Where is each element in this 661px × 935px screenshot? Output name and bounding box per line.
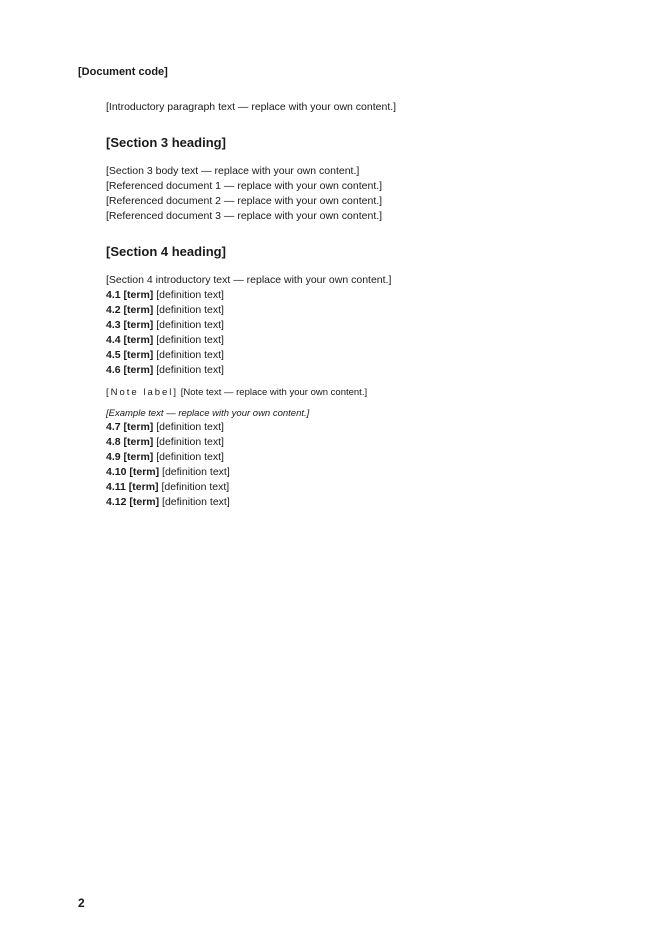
term-definition: [definition text] xyxy=(159,466,230,478)
term-name: [term] xyxy=(123,289,154,301)
term-name: [term] xyxy=(128,481,159,493)
term-name: [term] xyxy=(129,466,160,478)
term-name: [term] xyxy=(129,496,160,508)
term-number: 4.10 xyxy=(106,466,127,478)
term-definition: [definition text] xyxy=(153,319,224,331)
term-number: 4.7 xyxy=(106,421,121,433)
term-definition: [definition text] xyxy=(153,421,224,433)
page-number: 2 xyxy=(78,896,85,910)
term-entry xyxy=(78,450,621,465)
term-number: 4.8 xyxy=(106,436,121,448)
reference-item: [Referenced document 2 — replace with your own content.] xyxy=(106,195,383,207)
term-name: [term] xyxy=(123,421,154,433)
term-number: 4.4 xyxy=(106,334,121,346)
term-definition: [definition text] xyxy=(159,496,230,508)
term-number: 4.1 xyxy=(106,289,121,301)
term-name: [term] xyxy=(123,436,154,448)
term-name: [term] xyxy=(123,451,154,463)
term-definition: [definition text] xyxy=(158,481,230,493)
term-name: [term] xyxy=(123,349,154,361)
section-4-intro: [Section 4 introductory text — replace with your own content.] xyxy=(106,274,392,286)
reference-item: [Referenced document 1 — replace with your own content.] xyxy=(106,180,383,192)
term-number: 4.6 xyxy=(106,364,121,376)
term-number: 4.11 xyxy=(106,481,126,493)
section-4-heading: [Section 4 heading] xyxy=(106,244,226,259)
term-name: [term] xyxy=(123,364,154,376)
term-definition: [definition text] xyxy=(153,334,224,346)
term-definition: [definition text] xyxy=(153,289,224,301)
term-entry xyxy=(78,495,621,510)
section-3-paragraph: [Section 3 body text — replace with your own content.] xyxy=(106,165,360,177)
note-label: [Note label] xyxy=(106,387,179,398)
term-entry xyxy=(78,435,621,450)
term-definition: [definition text] xyxy=(153,304,224,316)
term-entry xyxy=(78,303,621,318)
terms-list xyxy=(78,420,621,510)
term-entry xyxy=(78,465,621,480)
term-number: 4.9 xyxy=(106,451,121,463)
term-entry xyxy=(78,288,621,303)
term-definition: [definition text] xyxy=(153,436,224,448)
term-entry xyxy=(78,420,621,435)
term-definition: [definition text] xyxy=(153,364,224,376)
term-number: 4.2 xyxy=(106,304,121,316)
term-name: [term] xyxy=(123,304,154,316)
note-text: [Note text — replace with your own content.] xyxy=(178,387,368,398)
term-definition: [definition text] xyxy=(153,451,224,463)
note xyxy=(78,386,621,399)
section-3-heading: [Section 3 heading] xyxy=(106,135,226,150)
term-entry xyxy=(78,333,621,348)
term-entry xyxy=(78,480,621,495)
term-entry xyxy=(78,348,621,363)
term-entry xyxy=(78,363,621,378)
intro-paragraph: [Introductory paragraph text — replace with your own content.] xyxy=(106,101,397,113)
terms-list xyxy=(78,288,621,378)
term-number: 4.3 xyxy=(106,319,121,331)
term-number: 4.5 xyxy=(106,349,121,361)
term-number: 4.12 xyxy=(106,496,127,508)
term-definition: [definition text] xyxy=(153,349,224,361)
term-name: [term] xyxy=(123,319,154,331)
term-entry xyxy=(78,318,621,333)
term-name: [term] xyxy=(123,334,154,346)
reference-item: [Referenced document 3 — replace with your own content.] xyxy=(106,210,383,222)
document-header: [Document code] xyxy=(78,66,168,78)
example: [Example text — replace with your own content.] xyxy=(106,408,310,419)
